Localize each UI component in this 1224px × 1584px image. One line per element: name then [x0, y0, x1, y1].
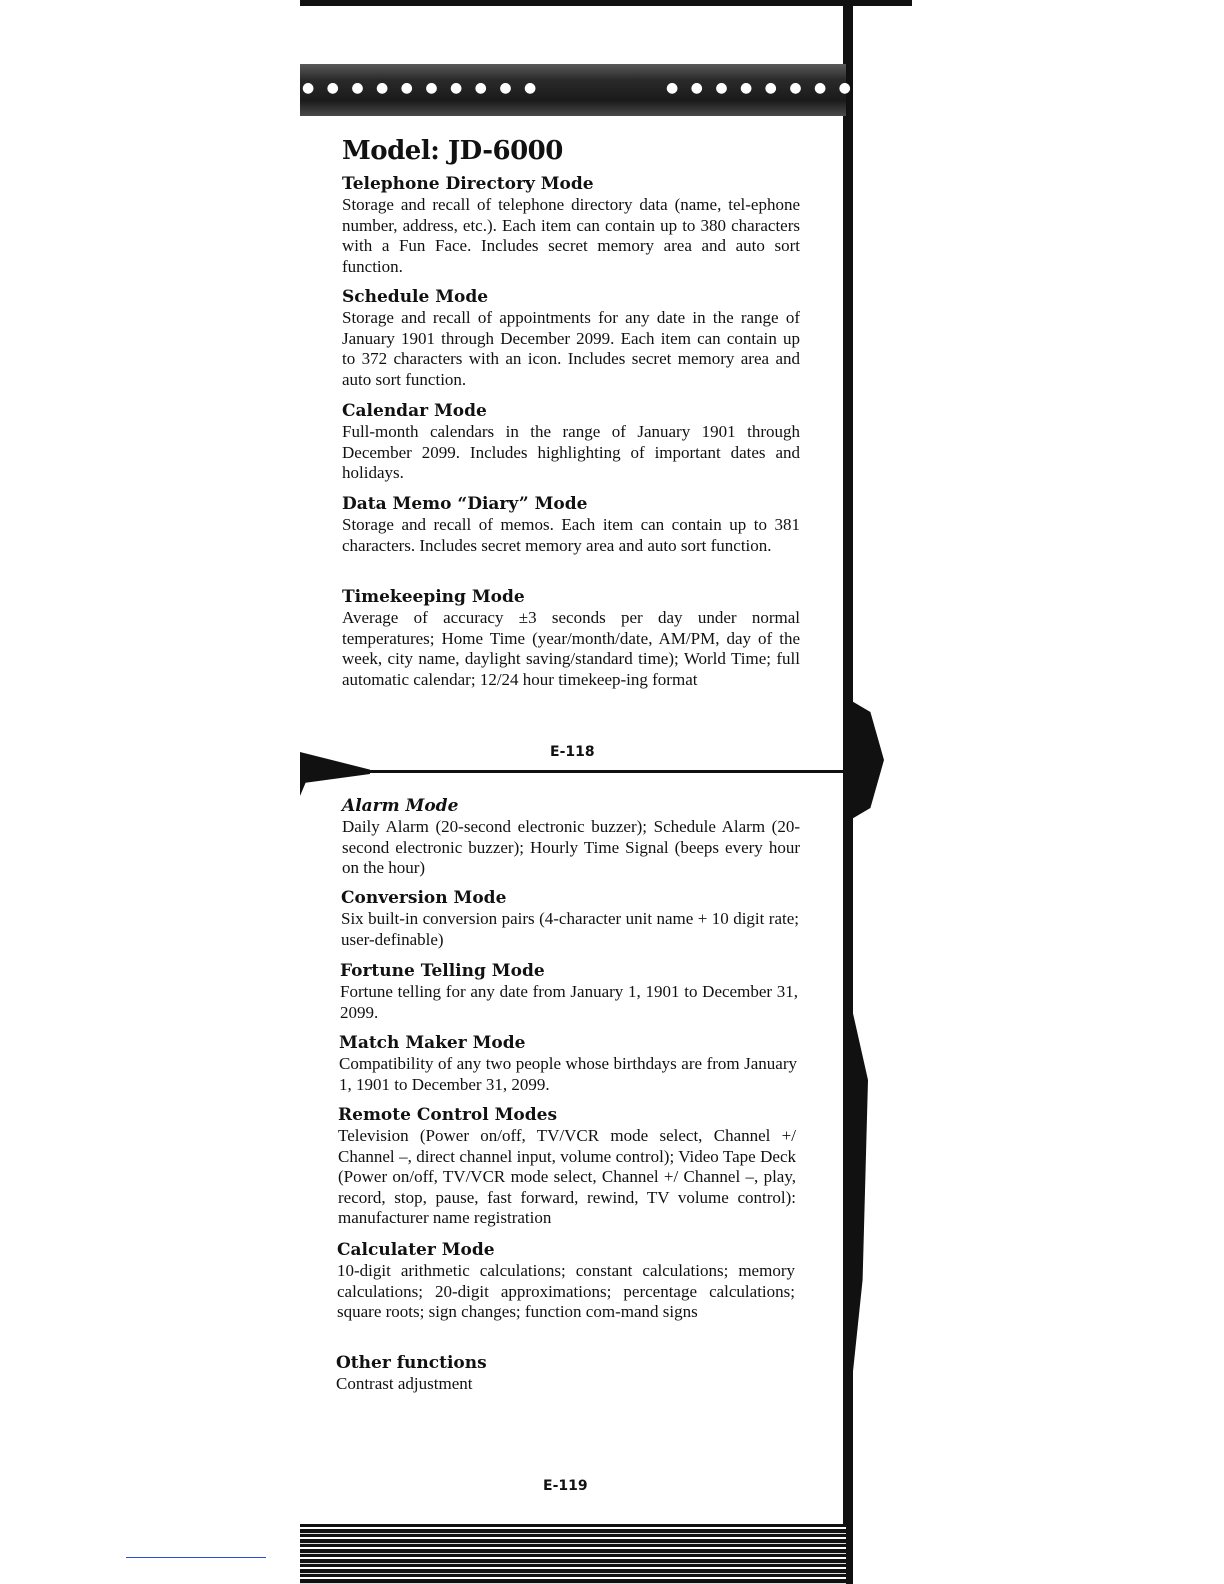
binding-shadow [850, 700, 884, 820]
page-number-top: E-118 [550, 744, 595, 760]
section-heading: Data Memo “Diary” Mode [342, 494, 588, 514]
section-body: Daily Alarm (20-second electronic buzzer); Schedule Alarm (20-second electronic buzzer); Hourly Time Signal (beeps every hour on the hour) [342, 817, 800, 877]
section-body: Compatibility of any two people whose birthdays are from January 1, 1901 to December 31, 2099. [339, 1054, 797, 1094]
section-conversion [341, 888, 799, 950]
section-heading: Match Maker Mode [339, 1033, 526, 1053]
section-other-functions [336, 1353, 794, 1395]
section-body: Television (Power on/off, TV/VCR mode select, Channel +/ Channel –, direct channel input, volume control); Video Tape Deck (Power on/off, TV/VCR mode select, Channel +/ Channel –, play, record, stop, pause, fast forward, rewind, TV volume control): manufacturer name registration [338, 1126, 796, 1227]
section-heading: Fortune Telling Mode [340, 961, 545, 981]
page-title: Model: JD-6000 [342, 136, 563, 166]
section-body: Storage and recall of telephone directory data (name, tel-ephone number, address, etc.). Each item can contain up to 380 characters with a Fun Face. Includes secret memory area and auto sort function. [342, 195, 800, 276]
section-heading: Conversion Mode [341, 888, 507, 908]
link-underline [126, 1557, 266, 1558]
section-body: Storage and recall of memos. Each item can contain up to 381 characters. Includes secret memory area and auto sort function. [342, 515, 800, 555]
section-match-maker [339, 1033, 797, 1095]
section-fortune-telling [340, 961, 798, 1023]
section-calculator [337, 1240, 795, 1323]
section-body: Contrast adjustment [336, 1374, 473, 1393]
section-body: Full-month calendars in the range of January 1901 through December 2099. Includes highlighting of important dates and holidays. [342, 422, 800, 482]
header-dots-right: ● ● ● ● ● ● ● ● ● ● [666, 80, 905, 96]
section-heading: Remote Control Modes [338, 1105, 558, 1125]
section-heading: Telephone Directory Mode [342, 174, 594, 194]
header-dots-left: ● ● ● ● ● ● ● ● ● ● [302, 80, 541, 96]
section-body: Average of accuracy ±3 seconds per day under normal temperatures; Home Time (year/month/date, AM/PM, day of the week, city name, daylight saving/standard time); World Time; full automatic calendar; 12/24 hour timekeep-ing format [342, 608, 800, 689]
binding-shadow-lower [850, 1000, 868, 1400]
section-telephone-directory [342, 174, 800, 277]
section-heading: Calendar Mode [342, 401, 487, 421]
page-divider [300, 770, 848, 773]
section-data-memo [342, 494, 800, 556]
section-schedule [342, 287, 800, 390]
section-heading: Schedule Mode [342, 287, 489, 307]
section-timekeeping [342, 587, 800, 690]
section-remote-control [338, 1105, 796, 1229]
section-heading: Other functions [336, 1353, 487, 1373]
bottom-scan-band [300, 1524, 846, 1584]
section-calendar [342, 401, 800, 484]
section-heading: Calculater Mode [337, 1240, 495, 1260]
section-heading: Alarm Mode [342, 796, 459, 816]
section-body: 10-digit arithmetic calculations; constant calculations; memory calculations; 20-digit approximations; percentage calculations; square roots; sign changes; function com-mand signs [337, 1261, 795, 1321]
top-border [300, 0, 912, 6]
page-number-bottom: E-119 [543, 1478, 588, 1494]
section-alarm [342, 796, 800, 879]
section-heading: Timekeeping Mode [342, 587, 525, 607]
section-body: Six built-in conversion pairs (4-character unit name + 10 digit rate; user-definable) [341, 909, 799, 949]
section-body: Fortune telling for any date from January 1, 1901 to December 31, 2099. [340, 982, 798, 1022]
section-body: Storage and recall of appointments for any date in the range of January 1901 through December 2099. Each item can contain up to 372 characters with an icon. Includes secret memory area and auto sort function. [342, 308, 800, 389]
